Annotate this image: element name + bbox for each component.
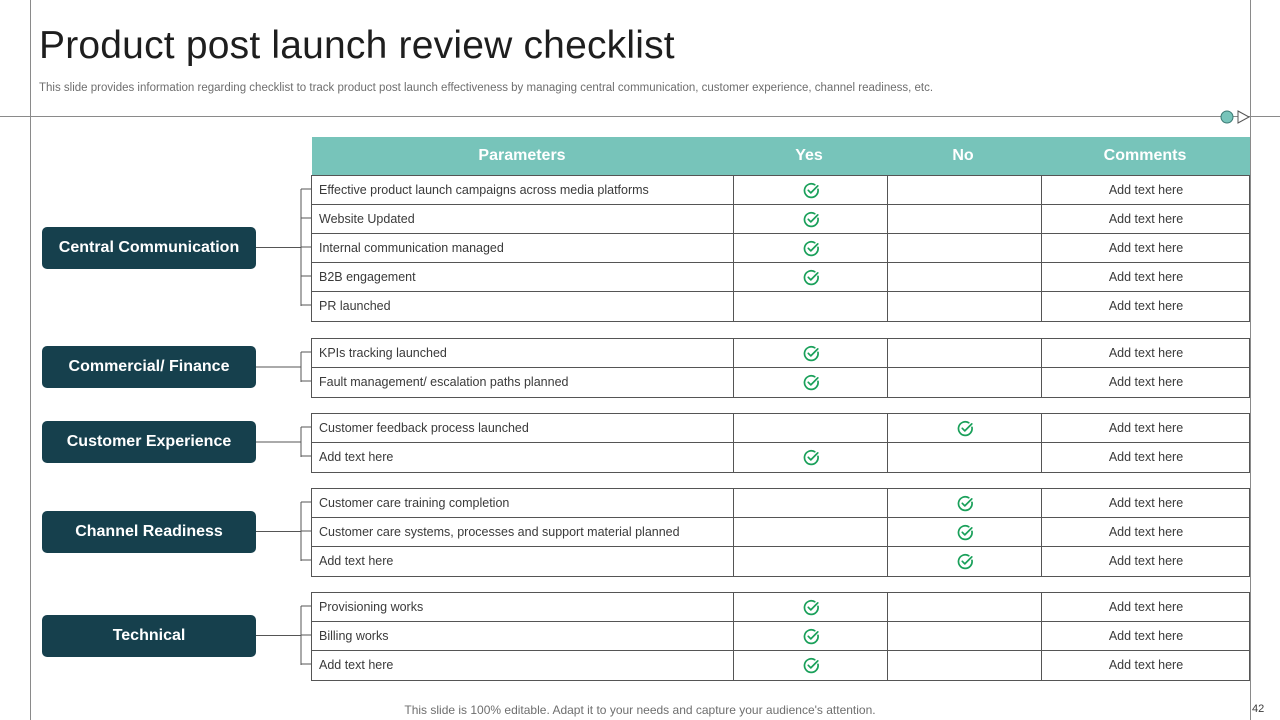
comment-cell[interactable]: Add text here	[1041, 518, 1250, 546]
yes-cell[interactable]	[733, 263, 887, 291]
parameter-cell[interactable]: Customer care systems, processes and support material planned	[319, 525, 680, 539]
yes-cell[interactable]	[733, 593, 887, 621]
comment-cell[interactable]: Add text here	[1041, 339, 1250, 367]
left-guide-line	[30, 0, 31, 720]
page-subtitle: This slide provides information regarding checklist to track product post launch effectiveness by managing central communication, customer experience, channel readiness, etc.	[39, 82, 934, 94]
table-row	[312, 205, 1249, 234]
parameter-cell[interactable]: Provisioning works	[319, 600, 424, 614]
check-circle-icon	[957, 420, 974, 437]
table-row	[312, 622, 1249, 651]
table-row	[312, 414, 1249, 443]
parameter-cell[interactable]: Add text here	[319, 554, 394, 568]
comment-cell[interactable]: Add text here	[1041, 593, 1250, 621]
table-row	[312, 292, 1249, 321]
no-cell[interactable]	[887, 414, 1041, 442]
yes-cell[interactable]	[733, 489, 887, 517]
comment-cell[interactable]: Add text here	[1041, 292, 1250, 321]
comment-cell[interactable]: Add text here	[1041, 176, 1250, 204]
check-circle-icon	[803, 628, 820, 645]
table-row	[312, 234, 1249, 263]
yes-cell[interactable]	[733, 234, 887, 262]
category-label: Customer Experience	[42, 421, 256, 463]
no-cell[interactable]	[887, 443, 1041, 472]
checklist-group	[311, 338, 1250, 398]
parameter-cell[interactable]: Add text here	[319, 658, 394, 672]
circle-arrow-decoration-icon	[1216, 108, 1256, 126]
table-row	[312, 489, 1249, 518]
comment-cell[interactable]: Add text here	[1041, 547, 1250, 576]
parameter-cell[interactable]: Fault management/ escalation paths planned	[319, 375, 569, 389]
checklist-group	[311, 413, 1250, 473]
category-label: Channel Readiness	[42, 511, 256, 553]
comment-cell[interactable]: Add text here	[1041, 443, 1250, 472]
parameter-cell[interactable]: B2B engagement	[319, 270, 416, 284]
header-comments: Comments	[1103, 147, 1187, 164]
table-row	[312, 593, 1249, 622]
no-cell[interactable]	[887, 263, 1041, 291]
checklist-group	[311, 488, 1250, 577]
category-label: Commercial/ Finance	[42, 346, 256, 388]
checklist-group	[311, 592, 1250, 681]
category-bracket	[256, 427, 311, 457]
table-row	[312, 651, 1249, 680]
no-cell[interactable]	[887, 489, 1041, 517]
no-cell[interactable]	[887, 234, 1041, 262]
yes-cell[interactable]	[733, 292, 887, 321]
comment-cell[interactable]: Add text here	[1041, 622, 1250, 650]
no-cell[interactable]	[887, 292, 1041, 321]
yes-cell[interactable]	[733, 622, 887, 650]
header-no: No	[952, 147, 974, 164]
table-row	[312, 368, 1249, 397]
no-cell[interactable]	[887, 547, 1041, 576]
parameter-cell[interactable]: Customer feedback process launched	[319, 421, 529, 435]
category-label: Technical	[42, 615, 256, 657]
comment-cell[interactable]: Add text here	[1041, 368, 1250, 397]
table-row	[312, 176, 1249, 205]
table-header	[312, 137, 1250, 175]
no-cell[interactable]	[887, 339, 1041, 367]
category-bracket	[256, 502, 311, 561]
page-title: Product post launch review checklist	[39, 24, 675, 67]
header-yes: Yes	[795, 147, 823, 164]
comment-cell[interactable]: Add text here	[1041, 234, 1250, 262]
comment-cell[interactable]: Add text here	[1041, 263, 1250, 291]
category-label: Central Communication	[42, 227, 256, 269]
check-circle-icon	[803, 374, 820, 391]
parameter-cell[interactable]: PR launched	[319, 299, 391, 313]
category-bracket	[256, 606, 311, 665]
check-circle-icon	[957, 495, 974, 512]
table-row	[312, 263, 1249, 292]
check-circle-icon	[803, 240, 820, 257]
header-divider-line	[0, 116, 1280, 117]
yes-cell[interactable]	[733, 339, 887, 367]
check-circle-icon	[957, 524, 974, 541]
table-row	[312, 518, 1249, 547]
yes-cell[interactable]	[733, 176, 887, 204]
parameter-cell[interactable]: KPIs tracking launched	[319, 346, 447, 360]
yes-cell[interactable]	[733, 368, 887, 397]
no-cell[interactable]	[887, 651, 1041, 680]
no-cell[interactable]	[887, 518, 1041, 546]
parameter-cell[interactable]: Customer care training completion	[319, 496, 510, 510]
check-circle-icon	[803, 657, 820, 674]
parameter-cell[interactable]: Billing works	[319, 629, 389, 643]
yes-cell[interactable]	[733, 443, 887, 472]
yes-cell[interactable]	[733, 205, 887, 233]
parameter-cell[interactable]: Add text here	[319, 450, 394, 464]
check-circle-icon	[803, 182, 820, 199]
table-row	[312, 443, 1249, 472]
check-circle-icon	[803, 269, 820, 286]
check-circle-icon	[803, 449, 820, 466]
checklist-group	[311, 175, 1250, 322]
table-row	[312, 547, 1249, 576]
parameter-cell[interactable]: Website Updated	[319, 212, 415, 226]
footer-note: This slide is 100% editable. Adapt it to your needs and capture your audience's attention.	[404, 703, 876, 717]
header-parameters: Parameters	[478, 147, 566, 164]
check-circle-icon	[803, 211, 820, 228]
comment-cell[interactable]: Add text here	[1041, 489, 1250, 517]
no-cell[interactable]	[887, 593, 1041, 621]
yes-cell[interactable]	[733, 651, 887, 680]
parameter-cell[interactable]: Internal communication managed	[319, 241, 504, 255]
check-circle-icon	[803, 345, 820, 362]
table-row	[312, 339, 1249, 368]
category-bracket	[256, 352, 311, 382]
page-number: 42	[1252, 703, 1265, 715]
no-cell[interactable]	[887, 368, 1041, 397]
no-cell[interactable]	[887, 205, 1041, 233]
yes-cell[interactable]	[733, 547, 887, 576]
parameter-cell[interactable]: Effective product launch campaigns across media platforms	[319, 183, 649, 197]
comment-cell[interactable]: Add text here	[1041, 651, 1250, 680]
no-cell[interactable]	[887, 176, 1041, 204]
yes-cell[interactable]	[733, 518, 887, 546]
comment-cell[interactable]: Add text here	[1041, 414, 1250, 442]
check-circle-icon	[957, 553, 974, 570]
no-cell[interactable]	[887, 622, 1041, 650]
category-bracket	[256, 189, 311, 306]
yes-cell[interactable]	[733, 414, 887, 442]
comment-cell[interactable]: Add text here	[1041, 205, 1250, 233]
check-circle-icon	[803, 599, 820, 616]
